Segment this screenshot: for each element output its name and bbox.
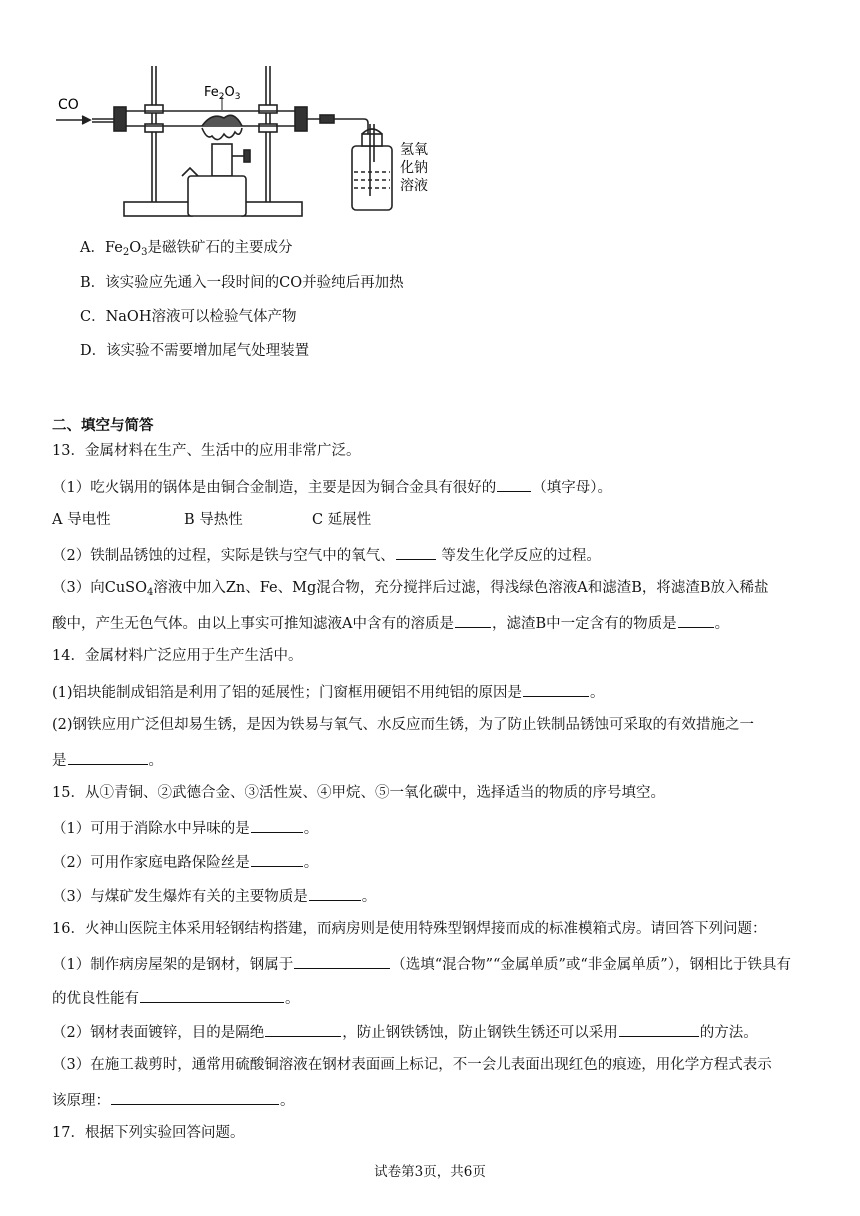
q16-part3-line2: 该原理： 。 — [52, 1089, 295, 1111]
q16-part1-line2: 的优良性能有 。 — [52, 987, 300, 1009]
co-reduction-apparatus-figure — [52, 62, 452, 222]
bottle-label-2: 化钠 — [400, 160, 428, 176]
q13-part3-line1: （3）向CuSO$_4$溶液中加入Zn、Fe、Mg混合物，充分搅拌后过滤，得浅绿色溶液A和滤渣B，将滤渣B放入稀盐 — [52, 580, 769, 598]
answer-blank[interactable] — [619, 1021, 699, 1037]
q15-stem: 15．从①青铜、②武德合金、③活性炭、④甲烷、⑤一氧化碳中，选择适当的物质的序号填空。 — [52, 785, 665, 801]
q13-part2: （2）铁制品锈蚀的过程，实际是铁与空气中的氧气、 等发生化学反应的过程。 — [52, 544, 601, 566]
section-title: 二、填空与简答 — [52, 417, 154, 434]
answer-blank[interactable] — [455, 612, 491, 628]
answer-blank[interactable] — [140, 987, 284, 1003]
q16-part3-line1: （3）在施工裁剪时，通常用硫酸铜溶液在钢材表面画上标记，不一会儿表面出现红色的痕迹，用化学方程式表示 — [52, 1057, 772, 1073]
q13-options: A 导电性 B 导热性 C 延展性 — [52, 512, 372, 528]
answer-blank[interactable] — [251, 817, 303, 833]
option-b: B．该实验应先通入一段时间的CO并验纯后再加热 — [80, 275, 404, 291]
q16-part1-line1: （1）制作病房屋架的是钢材，钢属于 （选填“混合物”“金属单质”或“非金属单质”），钢相比于铁具有 — [52, 953, 791, 975]
answer-blank[interactable] — [678, 612, 714, 628]
answer-blank[interactable] — [309, 885, 361, 901]
answer-blank[interactable] — [251, 851, 303, 867]
bottle-label-1: 氢氧 — [400, 142, 428, 158]
answer-blank[interactable] — [523, 681, 589, 697]
q16-part2: （2）钢材表面镀锌，目的是隔绝 ，防止钢铁锈蚀，防止钢铁生锈还可以采用 的方法。 — [52, 1021, 758, 1043]
q13-stem: 13．金属材料在生产、生活中的应用非常广泛。 — [52, 443, 361, 459]
q15-part1: （1）可用于消除水中异味的是 。 — [52, 817, 318, 839]
answer-blank[interactable] — [294, 953, 390, 969]
page-footer: 试卷第3页，共6页 — [374, 1164, 486, 1180]
answer-blank[interactable] — [265, 1021, 341, 1037]
q13-part3-line2: 酸中，产生无色气体。由以上事实可推知滤液A中含有的溶质是 ，滤渣B中一定含有的物质是 。 — [52, 612, 729, 634]
q13-part1: （1）吃火锅用的锅体是由铜合金制造，主要是因为铜合金具有很好的 （填字母）。 — [52, 476, 612, 498]
option-c: C．NaOH溶液可以检验气体产物 — [80, 309, 297, 325]
answer-blank[interactable] — [111, 1089, 279, 1105]
q15-part3: （3）与煤矿发生爆炸有关的主要物质是 。 — [52, 885, 376, 907]
bottle-label-3: 溶液 — [400, 178, 428, 194]
q14-stem: 14．金属材料广泛应用于生产生活中。 — [52, 648, 303, 664]
fe2o3-label: $Fe_2O_3$ — [204, 85, 241, 102]
q14-part2-line2: 是 。 — [52, 749, 163, 771]
answer-blank[interactable] — [68, 749, 148, 765]
q14-part2-line1: (2)钢铁应用广泛但却易生锈，是因为铁易与氧气、水反应而生锈，为了防止铁制品锈蚀可采取的有效措施之一 — [52, 717, 755, 733]
q15-part2: （2）可用作家庭电路保险丝是 。 — [52, 851, 318, 873]
q14-part1: (1)铝块能制成铝箔是利用了铝的延展性；门窗框用硬铝不用纯铝的原因是 。 — [52, 681, 605, 703]
q16-stem: 16．火神山医院主体采用轻钢结构搭建，而病房则是使用特殊型钢焊接而成的标准模箱式房。请回答下列问题： — [52, 921, 767, 937]
answer-blank[interactable] — [396, 544, 436, 560]
option-d: D．该实验不需要增加尾气处理装置 — [80, 343, 310, 359]
answer-blank[interactable] — [497, 476, 531, 492]
q17-stem: 17．根据下列实验回答问题。 — [52, 1125, 245, 1141]
co-gas-label: CO — [58, 97, 79, 113]
option-a: A．$Fe_2O_3$是磁铁矿石的主要成分 — [80, 240, 293, 258]
